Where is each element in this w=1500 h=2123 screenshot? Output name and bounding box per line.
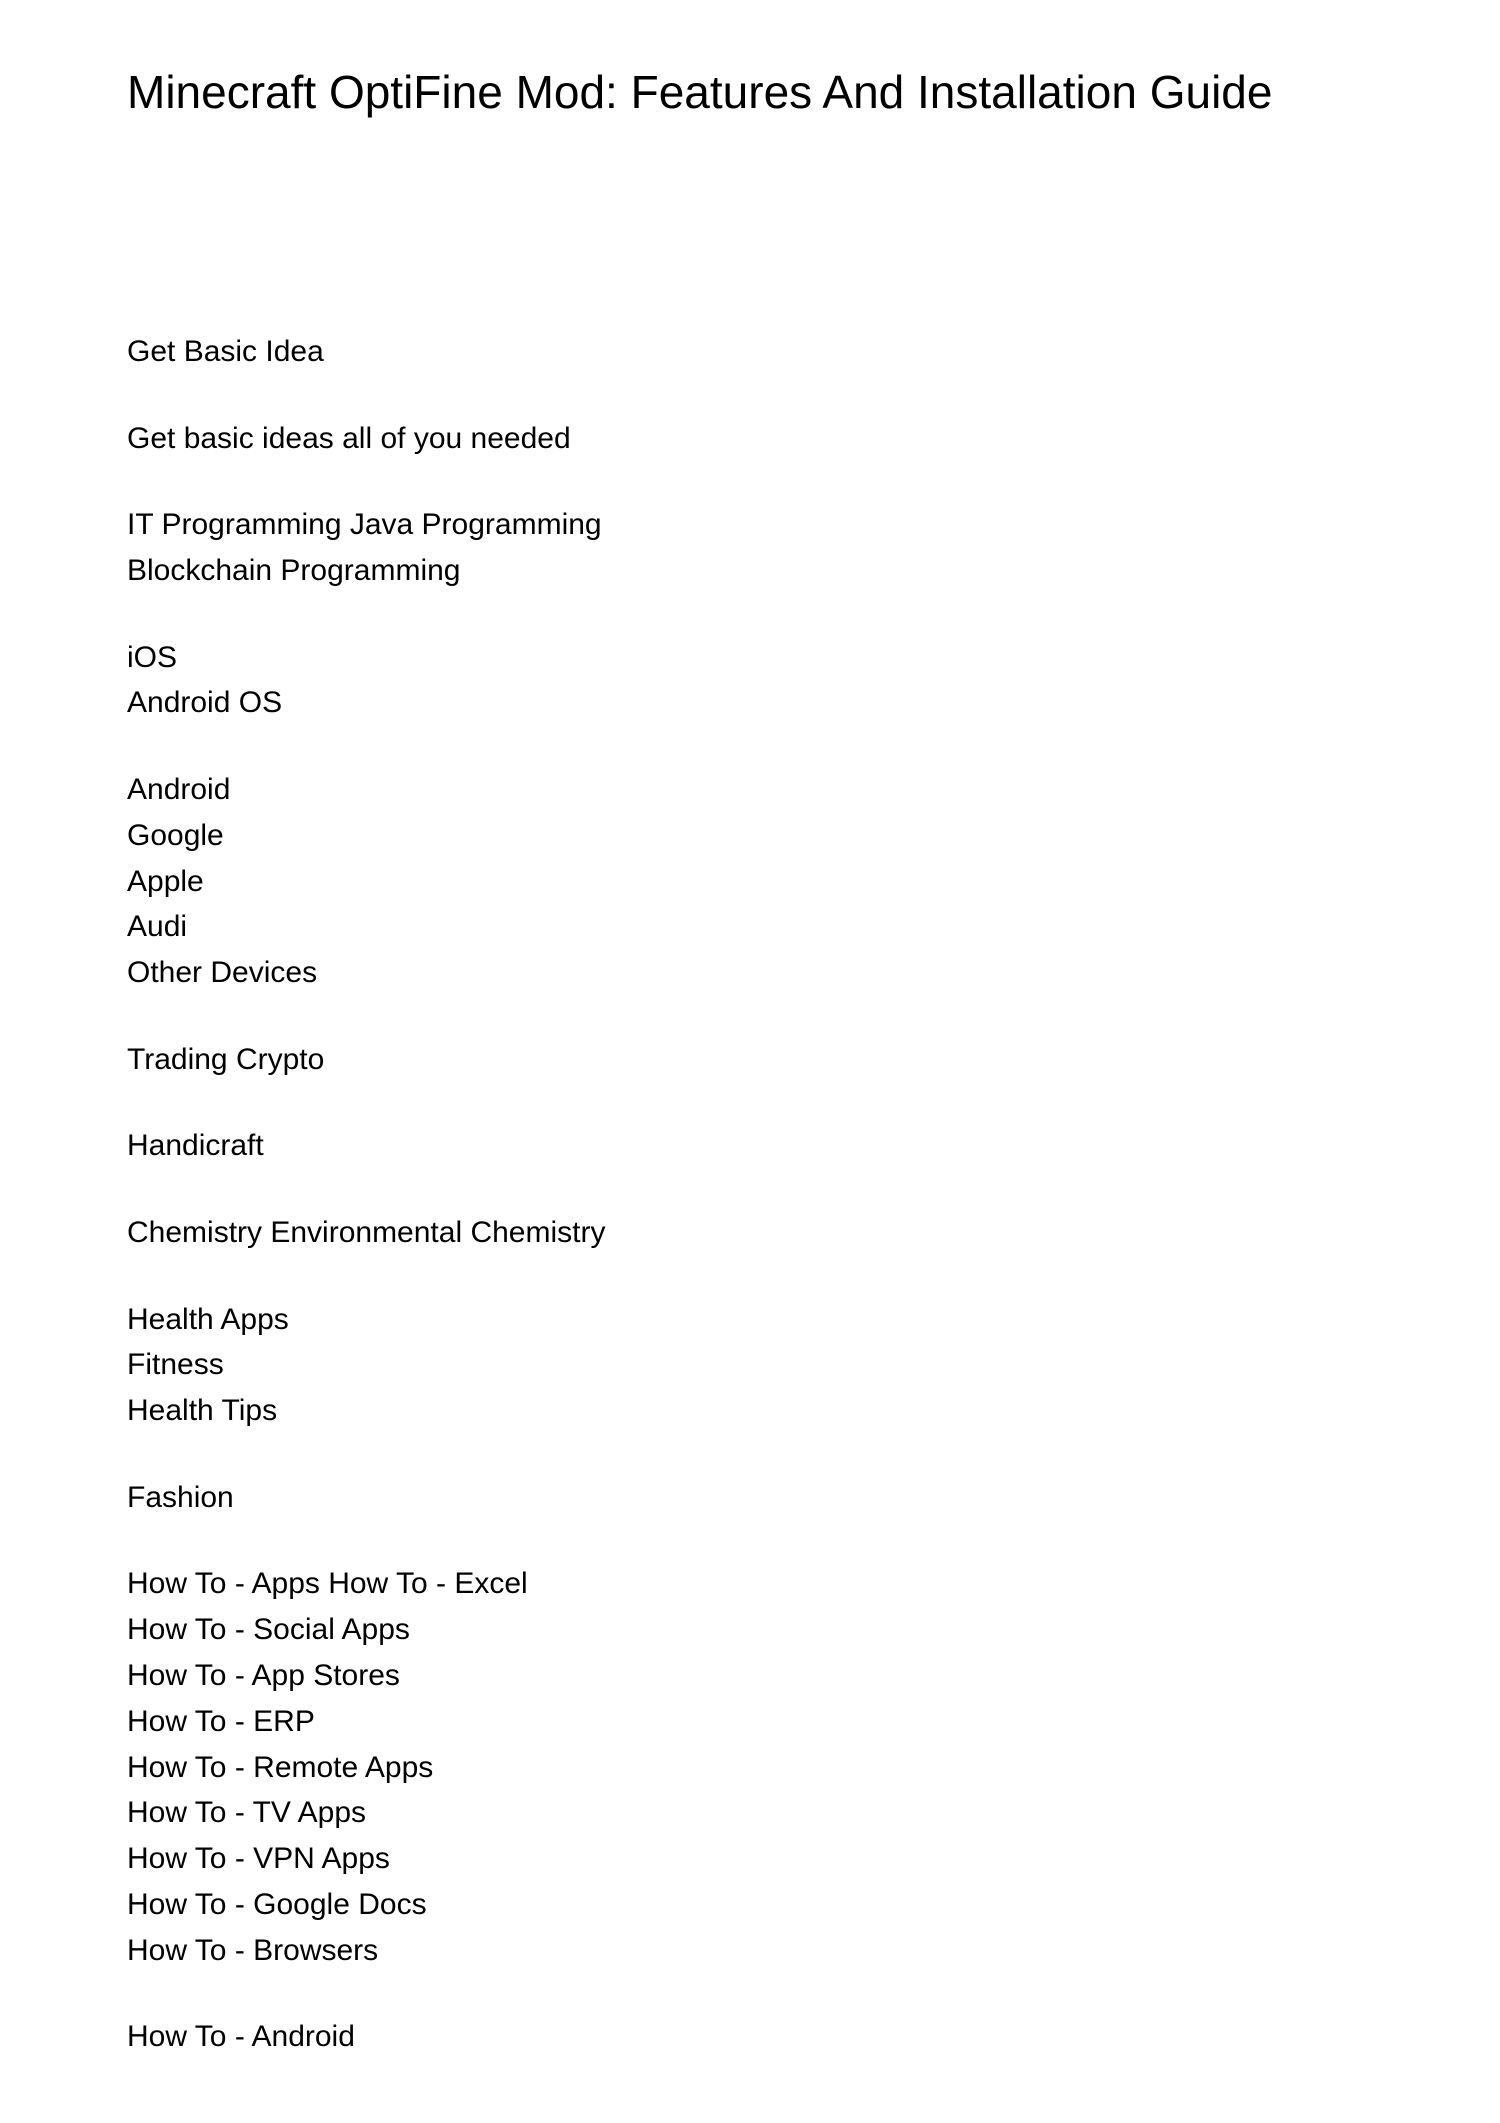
list-item: Blockchain Programming [127,553,461,587]
page-title: Minecraft OptiFine Mod: Features And Installation Guide [127,66,1273,118]
list-item: How To - Browsers [127,1933,379,1967]
list-item: How To - Google Docs [127,1887,427,1921]
health-group [127,1297,605,1434]
list-item: Fitness [127,1348,224,1382]
list-item: Android [127,772,231,806]
list-item: iOS [127,640,178,674]
basic-idea-heading-group [127,329,605,375]
programming-group [127,502,605,594]
list-item: Apple [127,864,204,898]
android-howto-group [127,2014,605,2060]
fashion-group [127,1475,605,1521]
list-item: How To - Android [127,2020,355,2054]
list-item: Fashion [127,1480,234,1514]
list-item: Handicraft [127,1129,264,1163]
list-item: How To - ERP [127,1704,315,1738]
list-item: How To - Remote Apps [127,1750,434,1784]
list-item: Chemistry Environmental Chemistry [127,1215,606,1249]
list-item: How To - VPN Apps [127,1842,390,1876]
devices-group [127,767,605,996]
os-group [127,635,605,727]
trading-group [127,1037,605,1083]
list-item: Android OS [127,686,283,720]
crafts-group [127,1123,605,1169]
list-item: How To - App Stores [127,1658,400,1692]
list-item: How To - Apps How To - Excel [127,1567,528,1601]
list-item: Google [127,818,224,852]
list-item: How To - Social Apps [127,1613,410,1647]
chemistry-group [127,1210,605,1256]
howto-group [127,1561,605,1973]
list-item: IT Programming Java Programming [127,508,602,542]
section-heading: Get Basic Idea [127,335,324,368]
document-body [127,329,605,2101]
section-subheading: Get basic ideas all of you needed [127,421,571,455]
basic-idea-subheading-group [127,416,605,462]
list-item: Health Apps [127,1302,289,1336]
list-item: How To - TV Apps [127,1796,367,1830]
list-item: Audi [127,910,188,944]
list-item: Health Tips [127,1394,278,1428]
list-item: Other Devices [127,956,318,990]
list-item: Trading Crypto [127,1042,325,1076]
